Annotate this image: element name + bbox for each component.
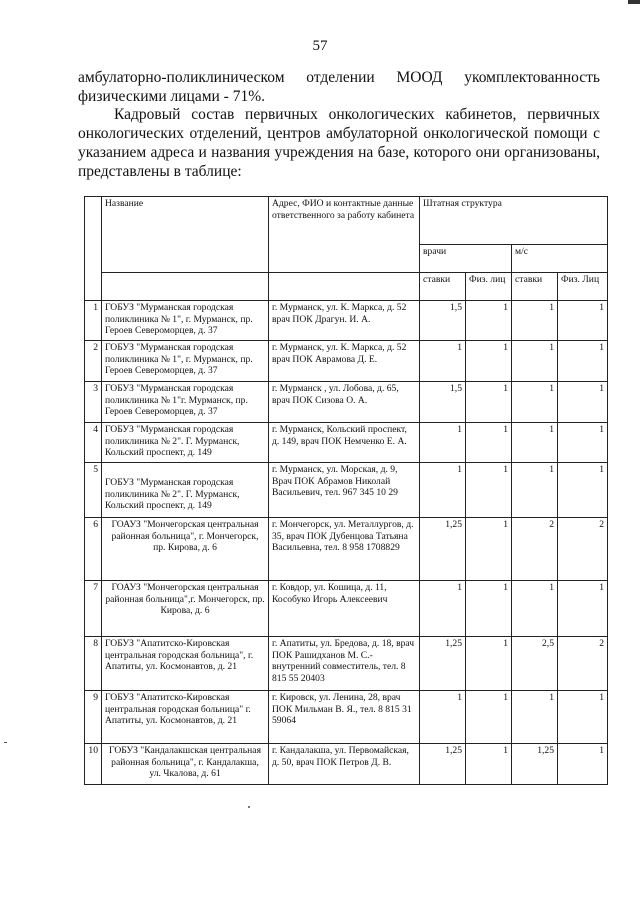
row-doctor-persons: 1 [466,637,512,691]
header-doctor-persons: Физ. лиц [466,273,512,301]
row-number: 5 [85,463,102,518]
row-nurse-persons: 2 [558,637,608,691]
paragraph-intro [78,68,600,106]
row-number: 4 [85,423,102,463]
row-address-contact: г. Кандалакша, ул. Первомайская, д. 50, врач ПОК Петров Д. В. [269,744,420,785]
row-doctor-rates: 1,5 [420,301,466,341]
row-number: 3 [85,382,102,423]
row-doctor-persons: 1 [466,423,512,463]
row-nurse-persons: 1 [558,423,608,463]
scan-side-mark [4,742,7,743]
row-address-contact: г. Апатиты, ул. Бредова, д. 18, врач ПОК Рашидханов М. С.- внутренний совместитель, тел. 8 815 55 20403 [269,637,420,691]
row-address-contact: г. Мурманск, ул. К. Маркса, д. 52 врач ПОК Аврамова Д. Е. [269,341,420,382]
row-address-contact: г. Кировск, ул. Ленина, 28, врач ПОК Мильман В. Я., тел. 8 815 31 59064 [269,691,420,744]
row-nurse-persons: 2 [558,518,608,581]
row-nurse-persons: 1 [558,581,608,637]
row-doctor-persons: 1 [466,518,512,581]
row-institution-name: ГОБУЗ "Мурманская городская поликлиника № 1"г. Мурманск, пр. Героев Североморцев, д. 37 [102,382,269,423]
row-nurse-rates: 1 [512,382,558,423]
table-row [85,637,608,691]
paragraph-staff-composition: Кадровый состав первичных онкологических кабинетов, первичных онкологических отделений, центров амбулаторной онкологической помощи с указанием адреса и названия учреждения на базе, которого они организованы, представлены в таблице: [78,106,600,180]
row-number: 7 [85,581,102,637]
row-nurse-rates: 1 [512,691,558,744]
row-doctor-persons: 1 [466,691,512,744]
row-number: 8 [85,637,102,691]
row-nurse-rates: 1 [512,463,558,518]
header-address-blank [269,273,420,301]
header-nurse-persons: Физ. Лиц [558,273,608,301]
row-nurse-persons: 1 [558,301,608,341]
header-nurses: м/с [512,245,608,273]
row-doctor-rates: 1 [420,691,466,744]
row-doctor-rates: 1 [420,463,466,518]
row-number: 9 [85,691,102,744]
header-nurse-rates: ставки [512,273,558,301]
row-nurse-persons: 1 [558,744,608,785]
row-nurse-persons: 1 [558,341,608,382]
row-doctor-rates: 1,25 [420,744,466,785]
table-row [85,518,608,581]
row-doctor-rates: 1 [420,341,466,382]
row-institution-name: ГОБУЗ "Мурманская городская поликлиника № 1", г. Мурманск, пр. Героев Североморцев, д. 37 [102,301,269,341]
paragraph-intro-line-1: амбулаторно-поликлиническом отделении МООД укомплектованность [78,69,600,86]
table-row [85,301,608,341]
row-doctor-persons: 1 [466,301,512,341]
header-doctor-rates: ставки [420,273,466,301]
row-nurse-rates: 1 [512,581,558,637]
header-name: Название [102,197,269,273]
row-nurse-rates: 2,5 [512,637,558,691]
header-doctors: врачи [420,245,512,273]
scan-edge-mark [628,0,640,4]
row-doctor-persons: 1 [466,744,512,785]
row-doctor-persons: 1 [466,382,512,423]
row-doctor-rates: 1 [420,423,466,463]
row-nurse-persons: 1 [558,382,608,423]
row-nurse-rates: 1 [512,301,558,341]
table-row [85,423,608,463]
page-number: 57 [312,38,328,54]
row-doctor-persons: 1 [466,463,512,518]
row-address-contact: г. Мончегорск, ул. Металлургов, д. 35, врач ПОК Дубенцова Татьяна Васильевна, тел. 8 958 1708829 [269,518,420,581]
row-institution-name: ГОБУЗ "Апатитско-Кировская центральная городская больница" г. Апатиты, ул. Космонавтов, д. 21 [102,691,269,744]
row-institution-name: ГОБУЗ "Апатитско-Кировская центральная городская больница", г. Апатиты, ул. Космонавтов, д. 21 [102,637,269,691]
row-nurse-rates: 1,25 [512,744,558,785]
row-institution-name: ГОБУЗ "Мурманская городская поликлиника № 2". Г. Мурманск, Кольский проспект, д. 149 [102,423,269,463]
row-institution-name: ГОБУЗ "Мурманская городская поликлиника № 1", г. Мурманск, пр. Героев Североморцев, д. 37 [102,341,269,382]
row-doctor-persons: 1 [466,341,512,382]
row-institution-name: ГОБУЗ "Мурманская городская поликлиника № 2". Г. Мурманск, Кольский проспект, д. 149 [102,463,269,518]
row-doctor-rates: 1,25 [420,637,466,691]
row-address-contact: г. Мурманск, ул. К. Маркса, д. 52 врач ПОК Драгун. И. А. [269,301,420,341]
header-row-1 [85,197,608,245]
row-nurse-rates: 1 [512,423,558,463]
header-number-cell [85,197,102,301]
table-row [85,341,608,382]
header-staff-structure: Штатная структура [420,197,608,245]
row-address-contact: г. Ковдор, ул. Кошица, д. 11, Кособуко Игорь Алексеевич [269,581,420,637]
row-institution-name: ГОАУЗ "Мончегорская центральная районная больница",г. Мончегорск, пр. Кирова, д. 6 [102,581,269,637]
row-address-contact: г. Мурманск, Кольский проспект, д. 149, врач ПОК Немченко Е. А. [269,423,420,463]
header-name-blank [102,273,269,301]
row-nurse-rates: 1 [512,341,558,382]
paragraph-intro-line-2: физическими лицами - 71%. [78,88,266,105]
row-doctor-persons: 1 [466,581,512,637]
table-row [85,382,608,423]
scan-dust-mark [248,806,250,808]
row-institution-name: ГОБУЗ "Кандалакшская центральная районная больница", г. Кандалакша, ул. Чкалова, д. 61 [102,744,269,785]
row-nurse-rates: 2 [512,518,558,581]
row-number: 10 [85,744,102,785]
row-doctor-rates: 1,25 [420,518,466,581]
row-doctor-rates: 1,5 [420,382,466,423]
row-number: 6 [85,518,102,581]
row-number: 2 [85,341,102,382]
table-row [85,691,608,744]
header-address: Адрес, ФИО и контактные данные ответственного за работу кабинета [269,197,420,273]
table-row [85,463,608,518]
row-address-contact: г. Мурманск , ул. Лобова, д. 65, врач ПОК Сизова О. А. [269,382,420,423]
row-institution-name: ГОАУЗ "Мончегорская центральная районная больница", г. Мончегорск, пр. Кирова, д. 6 [102,518,269,581]
row-number: 1 [85,301,102,341]
table-row [85,744,608,785]
row-nurse-persons: 1 [558,691,608,744]
header-row-3 [85,273,608,301]
row-doctor-rates: 1 [420,581,466,637]
table-row [85,581,608,637]
row-address-contact: г. Мурманск, ул. Морская, д. 9, Врач ПОК Абрамов Николай Васильевич, тел. 967 345 10 29 [269,463,420,518]
staff-table [84,196,608,785]
row-nurse-persons: 1 [558,463,608,518]
